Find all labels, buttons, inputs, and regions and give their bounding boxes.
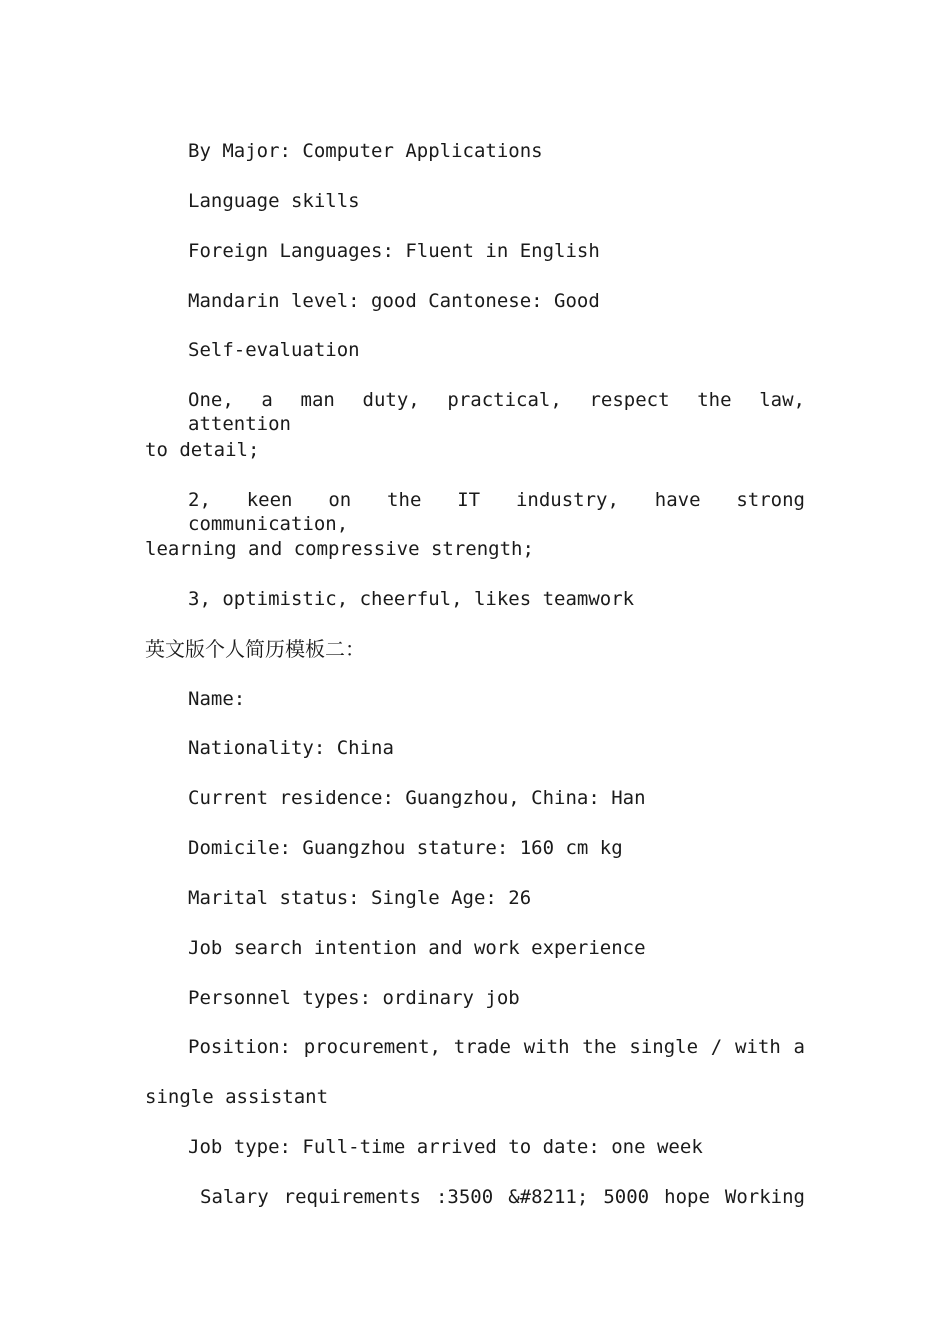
text-line: One, a man duty, practical, respect the law, attention bbox=[188, 389, 805, 435]
text-line: Domicile: Guangzhou stature: 160 cm kg bbox=[188, 837, 623, 859]
text-line: single assistant bbox=[145, 1086, 329, 1108]
section-heading: Job search intention and work experience bbox=[188, 937, 646, 959]
text-line: Marital status: Single Age: 26 bbox=[188, 887, 532, 909]
text-line: Mandarin level: good Cantonese: Good bbox=[188, 290, 600, 312]
text-line: Current residence: Guangzhou, China: Han bbox=[188, 787, 646, 809]
section-heading: Self-evaluation bbox=[188, 339, 360, 361]
text-line: Nationality: China bbox=[188, 737, 394, 759]
text-line: Personnel types: ordinary job bbox=[188, 987, 520, 1009]
text-line: Name: bbox=[188, 688, 246, 710]
text-line: to detail; bbox=[145, 439, 260, 461]
text-line: 3, optimistic, cheerful, likes teamwork bbox=[188, 588, 635, 610]
text-line: Salary requirements :3500 &#8211; 5000 hope Working bbox=[200, 1186, 805, 1208]
text-line: 2, keen on the IT industry, have strong communication, bbox=[188, 489, 805, 535]
text-line: Position: procurement, trade with the single / with a bbox=[188, 1036, 805, 1058]
text-line: By Major: Computer Applications bbox=[188, 140, 543, 162]
text-line: Foreign Languages: Fluent in English bbox=[188, 240, 600, 262]
text-line: learning and compressive strength; bbox=[145, 538, 534, 560]
text-line: Job type: Full-time arrived to date: one week bbox=[188, 1136, 703, 1158]
template-heading: 英文版个人简历模板二： bbox=[145, 637, 365, 661]
text-line: Language skills bbox=[188, 190, 360, 212]
